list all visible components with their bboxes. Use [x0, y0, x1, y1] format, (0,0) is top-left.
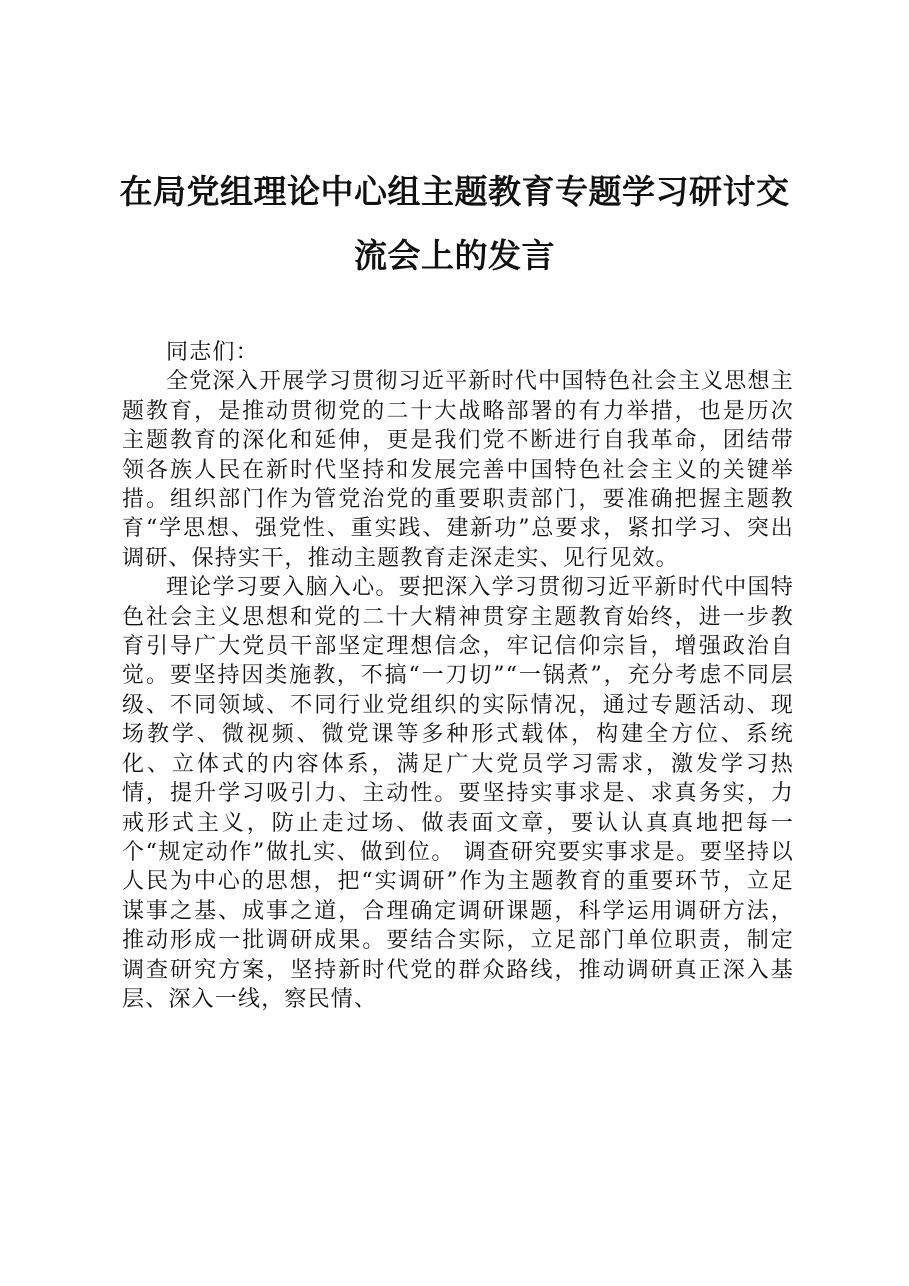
greeting: 同志们： [166, 340, 259, 365]
document-title [110, 160, 799, 288]
document-body [122, 338, 794, 1014]
paragraph-1: 全党深入开展学习贯彻习近平新时代中国特色社会主义思想主题教育，是推动贯彻党的二十大战略部署的有力举措，也是历次主题教育的深化和延伸，更是我们党不断进行自我革命，团结带领各族人民在新时代坚持和发展完善中国特色社会主义的关键举措。组织部门作为管党治党的重要职责部门，要准确把握主题教育“学思想、强党性、重实践、建新功”总要求，紧扣学习、突出调研、保持实干，推动主题教育走深走实、见行见效。 [122, 369, 794, 571]
document-title-line-1: 在局党组理论中心组主题教育专题学习研讨交 [119, 172, 790, 211]
paragraph-2: 理论学习要入脑入心。要把深入学习贯彻习近平新时代中国特色社会主义思想和党的二十大精神贯穿主题教育始终，进一步教育引导广大党员干部坚定理想信念，牢记信仰宗旨，增强政治自觉。要坚持因类施教，不搞“一刀切”“一锅煮”，充分考虑不同层级、不同领域、不同行业党组织的实际情况，通过专题活动、现场教学、微视频、微党课等多种形式载体，构建全方位、系统化、立体式的内容体系，满足广大党员学习需求，激发学习热情，提升学习吸引力、主动性。要坚持实事求是、求真务实，力戒形式主义，防止走过场、做表面文章，要认认真真地把每一个“规定动作”做扎实、做到位。 调查研究要实事求是。要坚持以人民为中心的思想，把“实调研”作为主题教育的重要环节，立足谋事之基、成事之道，合理确定调研课题，科学运用调研方法，推动形成一批调研成果。要结合实际，立足部门单位职责，制定调查研究方案，坚持新时代党的群众路线，推动调研真正深入基层、深入一线，察民情、 [122, 575, 794, 1012]
document-title-line-2: 流会上的发言 [354, 236, 555, 275]
